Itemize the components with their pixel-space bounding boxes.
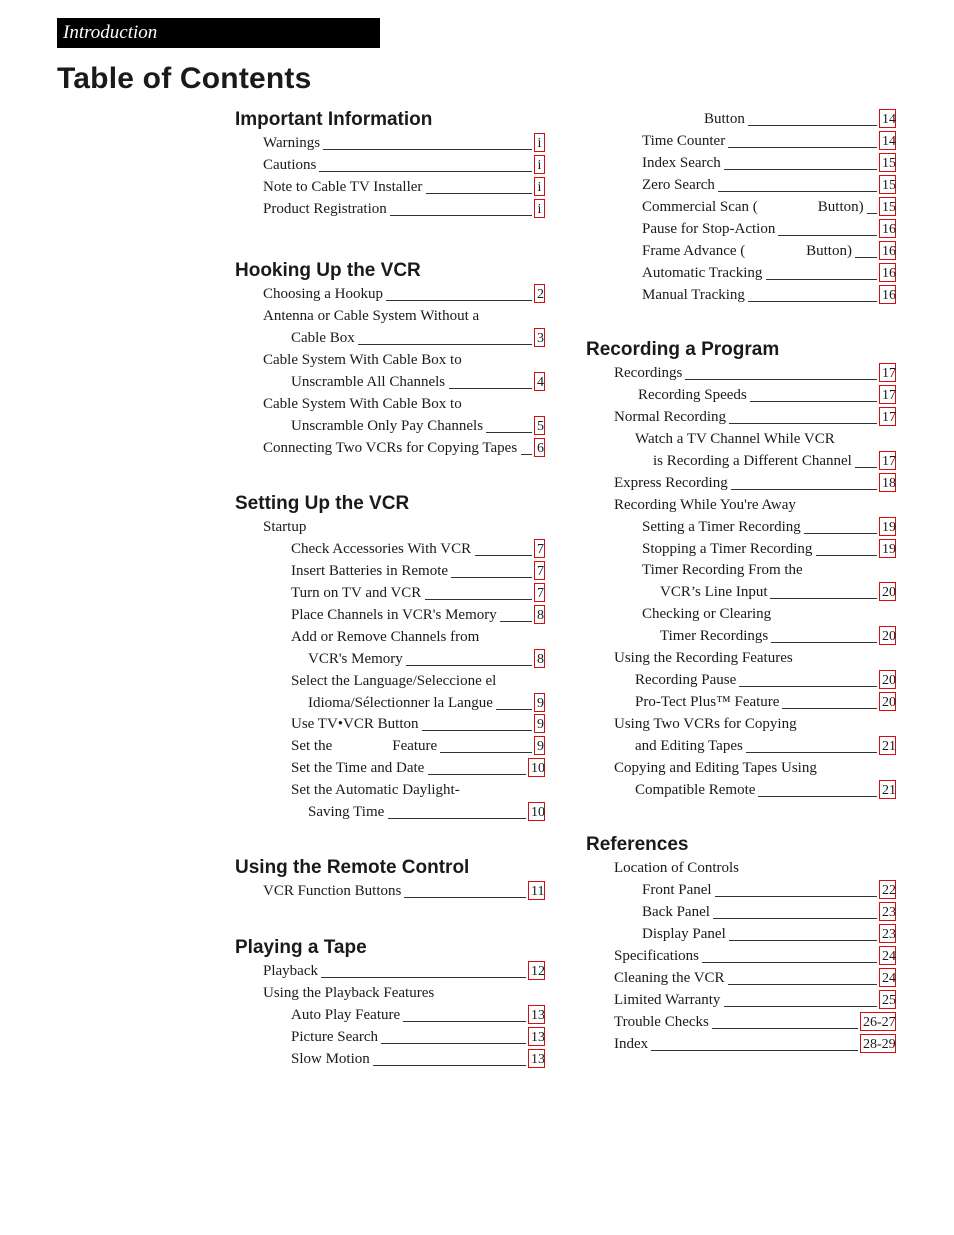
- toc-entry-label: Location of Controls: [614, 860, 739, 876]
- toc-entry-label: Zero Search: [642, 176, 715, 193]
- toc-entry-label: and Editing Tapes: [635, 737, 743, 754]
- section-heading: Setting Up the VCR: [235, 493, 410, 514]
- leader-line: [715, 896, 877, 897]
- leader-line: [758, 796, 877, 797]
- page-number-link[interactable]: 11: [528, 881, 545, 900]
- toc-entry[interactable]: [235, 735, 544, 757]
- toc-entry-label: Saving Time: [308, 804, 385, 821]
- toc-entry-label: Timer Recording From the: [642, 562, 803, 579]
- page-number-link[interactable]: 5: [534, 416, 545, 435]
- toc-entry-list: [235, 132, 542, 220]
- page-number-link[interactable]: 17: [879, 363, 896, 382]
- toc-entry-label: VCR Function Buttons: [263, 883, 402, 899]
- leader-line: [440, 752, 532, 753]
- toc-entry[interactable]: [235, 327, 544, 349]
- leader-line: [855, 257, 877, 258]
- leader-line: [729, 423, 877, 424]
- toc-section-important: [235, 108, 542, 220]
- page-number-link[interactable]: 9: [534, 736, 545, 755]
- page-number-link[interactable]: 7: [534, 539, 545, 558]
- leader-line: [746, 752, 877, 753]
- leader-line: [728, 984, 877, 985]
- toc-entry-label: Choosing a Hookup: [263, 286, 383, 302]
- toc-entry-label: Antenna or Cable System Without a: [263, 307, 480, 324]
- page-number-link[interactable]: 7: [534, 561, 545, 580]
- toc-entry-label: Place Channels in VCR's Memory: [291, 606, 497, 623]
- toc-entry[interactable]: [235, 132, 542, 154]
- page-number-link[interactable]: 19: [879, 517, 896, 536]
- toc-entry-label: Playback: [263, 963, 318, 979]
- page-number-link[interactable]: 4: [534, 372, 545, 391]
- toc-entry[interactable]: [235, 604, 544, 626]
- page-number-link[interactable]: 2: [534, 284, 545, 303]
- leader-line: [388, 818, 526, 819]
- toc-entry[interactable]: [235, 437, 544, 459]
- toc-entry-label: Index Search: [642, 154, 721, 171]
- toc-entry-label: Back Panel: [642, 903, 710, 920]
- leader-line: [816, 555, 877, 556]
- toc-entry-label: Front Panel: [642, 881, 712, 898]
- toc-entry-list: [235, 283, 544, 459]
- toc-entry: [235, 349, 462, 371]
- leader-line: [729, 940, 877, 941]
- page-number-link[interactable]: 28-29: [860, 1034, 896, 1053]
- toc-entry[interactable]: [586, 691, 896, 713]
- toc-entry-label: Index: [614, 1035, 649, 1052]
- toc-entry: [586, 494, 796, 516]
- toc-entry[interactable]: [235, 154, 542, 176]
- toc-entry-label: Set the Automatic Daylight-: [291, 782, 460, 799]
- toc-entry[interactable]: [235, 801, 545, 823]
- toc-entry-label: Set the: [291, 738, 333, 755]
- leader-line: [319, 171, 532, 172]
- leader-line: [748, 301, 877, 302]
- toc-entry-label: Insert Batteries in Remote: [291, 562, 449, 579]
- toc-entry[interactable]: [235, 880, 545, 902]
- toc-entry[interactable]: [235, 1026, 545, 1048]
- toc-entry-label: Time Counter: [642, 132, 726, 149]
- toc-entry-label-suffix: Feature: [392, 738, 438, 755]
- leader-line: [728, 147, 877, 148]
- toc-entry[interactable]: [586, 406, 896, 428]
- page-number-link[interactable]: 24: [879, 946, 896, 965]
- toc-entry[interactable]: [235, 538, 544, 560]
- toc-entry-label: Select the Language/Seleccione el: [291, 672, 497, 689]
- leader-line: [406, 665, 532, 666]
- toc-entry[interactable]: [235, 713, 544, 735]
- toc-entry-label: Unscramble Only Pay Channels: [291, 417, 484, 434]
- leader-line: [712, 1028, 858, 1029]
- toc-entry: [235, 626, 480, 648]
- leader-line: [475, 555, 532, 556]
- toc-entry: [586, 713, 797, 735]
- toc-entry-label: Limited Warranty: [614, 991, 721, 1008]
- toc-section-hooking: [235, 259, 544, 459]
- leader-line: [449, 388, 532, 389]
- page-number-link[interactable]: 20: [879, 692, 896, 711]
- toc-entry-label: Check Accessories With VCR: [291, 540, 472, 557]
- toc-entry-label: Frame Advance (: [642, 242, 746, 259]
- leader-line: [739, 686, 877, 687]
- toc-entry-label: Recording Speeds: [638, 386, 747, 403]
- toc-entry-label-suffix: Button): [806, 242, 852, 259]
- page-number-link[interactable]: 25: [879, 990, 896, 1009]
- leader-line: [713, 918, 877, 919]
- leader-line: [321, 977, 526, 978]
- toc-entry[interactable]: [586, 450, 896, 472]
- toc-entry[interactable]: [586, 879, 896, 901]
- section-heading: References: [586, 834, 689, 855]
- toc-entry-label: Using Two VCRs for Copying: [614, 716, 797, 732]
- toc-entry-label: Checking or Clearing: [642, 606, 772, 623]
- toc-entry-label: Compatible Remote: [635, 781, 756, 798]
- toc-entry[interactable]: [235, 415, 544, 437]
- page-number-link[interactable]: 14: [879, 109, 896, 128]
- leader-line: [358, 344, 532, 345]
- page-number-link[interactable]: i: [534, 177, 545, 196]
- leader-line: [486, 432, 532, 433]
- leader-line: [778, 235, 877, 236]
- section-heading: Important Information: [235, 109, 433, 130]
- page-number-link[interactable]: 16: [879, 263, 896, 282]
- page-number-link[interactable]: 20: [879, 626, 896, 645]
- toc-entry[interactable]: [586, 779, 896, 801]
- page-number-link[interactable]: 3: [534, 328, 545, 347]
- toc-entry[interactable]: [235, 692, 544, 714]
- toc-entry: [235, 779, 460, 801]
- toc-entry: [235, 982, 435, 1004]
- toc-entry-list: [235, 960, 545, 1070]
- page-number-link[interactable]: 23: [879, 902, 896, 921]
- leader-line: [867, 213, 877, 214]
- page-number-link[interactable]: 10: [528, 758, 545, 777]
- leader-line: [323, 149, 532, 150]
- toc-entry-label: Express Recording: [614, 474, 728, 491]
- toc-entry-label-suffix: Button): [817, 198, 864, 215]
- toc-entry-label: Recording While You're Away: [614, 496, 796, 513]
- toc-entry-label: Picture Search: [291, 1028, 379, 1045]
- toc-entry: [235, 305, 480, 327]
- toc-entry-label: Turn on TV and VCR: [291, 584, 422, 601]
- leader-line: [782, 708, 877, 709]
- toc-entry[interactable]: [235, 198, 542, 220]
- page-number-link[interactable]: 13: [528, 1027, 545, 1046]
- page-number-link[interactable]: 12: [528, 961, 545, 980]
- toc-section-recording: [586, 338, 896, 801]
- toc-section-setting: [235, 492, 545, 823]
- leader-line: [426, 193, 532, 194]
- leader-line: [422, 730, 532, 731]
- page-number-link[interactable]: 20: [879, 670, 896, 689]
- leader-line: [702, 962, 877, 963]
- page-number-link[interactable]: 22: [879, 880, 896, 899]
- toc-entry[interactable]: [586, 669, 896, 691]
- toc-entry-label: Startup: [263, 519, 307, 535]
- leader-line: [771, 642, 877, 643]
- leader-line: [425, 599, 532, 600]
- section-tab: [57, 18, 380, 48]
- page-number-link[interactable]: 10: [528, 802, 545, 821]
- leader-line: [496, 709, 532, 710]
- page-number-link[interactable]: 9: [534, 714, 545, 733]
- page-number-link[interactable]: i: [534, 199, 545, 218]
- page-number-link[interactable]: 16: [879, 241, 896, 260]
- toc-entry-label: Slow Motion: [291, 1050, 370, 1067]
- leader-line: [451, 577, 532, 578]
- toc-entry-label: Specifications: [614, 947, 699, 964]
- toc-entry-label: Trouble Checks: [614, 1013, 709, 1030]
- page-number-link[interactable]: 13: [528, 1005, 545, 1024]
- toc-entry: [235, 393, 462, 415]
- leader-line: [804, 533, 877, 534]
- toc-entry-label: Display Panel: [642, 925, 726, 942]
- leader-line: [404, 897, 526, 898]
- leader-line: [373, 1065, 526, 1066]
- toc-entry: [586, 428, 835, 450]
- page-number-link[interactable]: 16: [879, 285, 896, 304]
- toc-entry[interactable]: [586, 989, 896, 1011]
- toc-entry[interactable]: [235, 176, 542, 198]
- leader-line: [748, 125, 877, 126]
- section-heading: Hooking Up the VCR: [235, 260, 421, 281]
- toc-entry-list: [235, 516, 545, 823]
- toc-entry[interactable]: [586, 735, 896, 757]
- toc-entry-label: Set the Time and Date: [291, 760, 425, 777]
- page-number-link[interactable]: 9: [534, 693, 545, 712]
- leader-line: [855, 467, 877, 468]
- toc-entry-label: Copying and Editing Tapes Using: [614, 759, 817, 776]
- page-number-link[interactable]: 6: [534, 438, 545, 457]
- page-number-link[interactable]: 17: [879, 451, 896, 470]
- toc-entry-label: VCR's Memory: [308, 650, 403, 667]
- toc-entry-label: Normal Recording: [614, 408, 727, 425]
- leader-line: [724, 169, 877, 170]
- leader-line: [390, 215, 532, 216]
- toc-entry: [586, 647, 793, 669]
- leader-line: [685, 379, 877, 380]
- page-number-link[interactable]: 17: [879, 407, 896, 426]
- toc-entry: [235, 516, 409, 538]
- toc-entry: [586, 857, 739, 879]
- toc-entry-label: Commercial Scan (: [642, 198, 758, 215]
- toc-entry-label: Cable Box: [291, 329, 355, 346]
- toc-entry[interactable]: [586, 472, 896, 494]
- toc-entry-label: Manual Tracking: [642, 286, 745, 303]
- section-heading: Recording a Program: [586, 339, 780, 360]
- toc-entry-list: [586, 362, 896, 801]
- toc-entry-label: Cable System With Cable Box to: [263, 351, 462, 368]
- page-number-link[interactable]: 19: [879, 539, 896, 558]
- toc-section-references: [586, 833, 896, 1054]
- toc-entry: [586, 559, 803, 581]
- toc-entry-label: Watch a TV Channel While VCR: [635, 430, 835, 447]
- leader-line: [521, 454, 532, 455]
- toc-entry-label: Auto Play Feature: [291, 1006, 401, 1023]
- page-number-link[interactable]: 15: [879, 175, 896, 194]
- toc-entry[interactable]: [586, 581, 896, 603]
- toc-entry-label: Recordings: [614, 365, 683, 381]
- leader-line: [386, 300, 532, 301]
- toc-entry-label: Cleaning the VCR: [614, 969, 725, 986]
- leader-line: [428, 774, 526, 775]
- toc-entry: [586, 757, 817, 779]
- toc-entry-label: Add or Remove Channels from: [291, 628, 480, 645]
- toc-entry[interactable]: [235, 960, 545, 982]
- leader-line: [724, 1006, 877, 1007]
- page-title: Table of Contents: [57, 62, 312, 95]
- page-number-link[interactable]: 17: [879, 385, 896, 404]
- page-number-link[interactable]: 21: [879, 736, 896, 755]
- toc-entry-label: Product Registration: [263, 200, 387, 217]
- page-number-link[interactable]: 20: [879, 582, 896, 601]
- toc-entry[interactable]: [586, 516, 896, 538]
- page-number-link[interactable]: 13: [528, 1049, 545, 1068]
- toc-entry-list: [586, 857, 896, 1054]
- toc-entry[interactable]: [235, 1048, 545, 1070]
- toc-entry[interactable]: [586, 923, 896, 945]
- section-heading: Using the Remote Control: [235, 857, 470, 878]
- toc-entry[interactable]: [235, 648, 544, 670]
- page-number-link[interactable]: 14: [879, 131, 896, 150]
- section-tab-label: Introduction: [63, 22, 158, 43]
- toc-entry-label: Recording Pause: [635, 672, 737, 689]
- page-number-link[interactable]: 8: [534, 605, 545, 624]
- toc-entry-label: Automatic Tracking: [642, 264, 763, 281]
- toc-entry[interactable]: [586, 1033, 896, 1055]
- toc-entry[interactable]: [235, 283, 544, 305]
- leader-line: [766, 279, 877, 280]
- toc-entry: [586, 603, 779, 625]
- leader-line: [381, 1043, 526, 1044]
- toc-entry-label: VCR’s Line Input: [660, 584, 768, 601]
- toc-section-playing: [235, 936, 545, 1070]
- toc-entry-label: Pro-Tect Plus™ Feature: [635, 694, 780, 711]
- section-heading: Playing a Tape: [235, 937, 367, 958]
- page-number-link[interactable]: 7: [534, 583, 545, 602]
- toc-entry[interactable]: [586, 625, 896, 647]
- toc-entry-label: Use TV•VCR Button: [291, 716, 419, 733]
- page-number-link[interactable]: 8: [534, 649, 545, 668]
- toc-entry[interactable]: [586, 901, 896, 923]
- toc-entry-label: Timer Recordings: [660, 628, 769, 645]
- page-number-link[interactable]: i: [534, 133, 545, 152]
- toc-section-remote: [235, 856, 545, 902]
- toc-entry: [235, 670, 497, 692]
- page-number-link[interactable]: 24: [879, 968, 896, 987]
- page-number-link[interactable]: 15: [879, 153, 896, 172]
- toc-entry[interactable]: [235, 371, 544, 393]
- toc-entry[interactable]: [586, 967, 896, 989]
- toc-entry[interactable]: [235, 582, 544, 604]
- toc-entry[interactable]: [586, 384, 896, 406]
- toc-entry[interactable]: [235, 1004, 545, 1026]
- page-number-link[interactable]: 18: [879, 473, 896, 492]
- toc-entry-label: Connecting Two VCRs for Copying Tapes: [263, 439, 518, 456]
- page-number-link[interactable]: i: [534, 155, 545, 174]
- toc-entry-label: Button: [704, 111, 745, 127]
- toc-entry[interactable]: [586, 945, 896, 967]
- toc-entry[interactable]: [586, 538, 896, 560]
- leader-line: [731, 489, 877, 490]
- toc-entry[interactable]: [586, 362, 896, 384]
- toc-entry-label: Using the Recording Features: [614, 650, 793, 667]
- toc-entry-label: Pause for Stop-Action: [642, 220, 776, 237]
- leader-line: [770, 598, 877, 599]
- toc-entry-label: Cautions: [263, 156, 317, 173]
- toc-entry-label: Note to Cable TV Installer: [263, 178, 423, 195]
- toc-entry-label: Stopping a Timer Recording: [642, 540, 813, 557]
- page-number-link[interactable]: 15: [879, 197, 896, 216]
- leader-line: [500, 621, 532, 622]
- toc-entry-label: Warnings: [263, 135, 321, 151]
- toc-entry[interactable]: [235, 560, 544, 582]
- toc-entry[interactable]: [586, 1011, 896, 1033]
- toc-entry-label: Using the Playback Features: [263, 984, 435, 1001]
- toc-entry-label: Setting a Timer Recording: [642, 518, 801, 535]
- leader-line: [403, 1021, 526, 1022]
- page-number-link[interactable]: 16: [879, 219, 896, 238]
- page-number-link[interactable]: 21: [879, 780, 896, 799]
- toc-entry-label: Unscramble All Channels: [291, 373, 446, 390]
- toc-entry-label: Cable System With Cable Box to: [263, 395, 462, 412]
- leader-line: [651, 1050, 858, 1051]
- page-number-link[interactable]: 26-27: [860, 1012, 896, 1031]
- toc-entry-label: is Recording a Different Channel: [653, 452, 852, 469]
- leader-line: [718, 191, 877, 192]
- page-number-link[interactable]: 23: [879, 924, 896, 943]
- toc-entry-label: Idioma/Sélectionner la Langue: [308, 694, 493, 711]
- toc-entry[interactable]: [235, 757, 545, 779]
- leader-line: [750, 401, 877, 402]
- toc-entry-list: [235, 880, 545, 902]
